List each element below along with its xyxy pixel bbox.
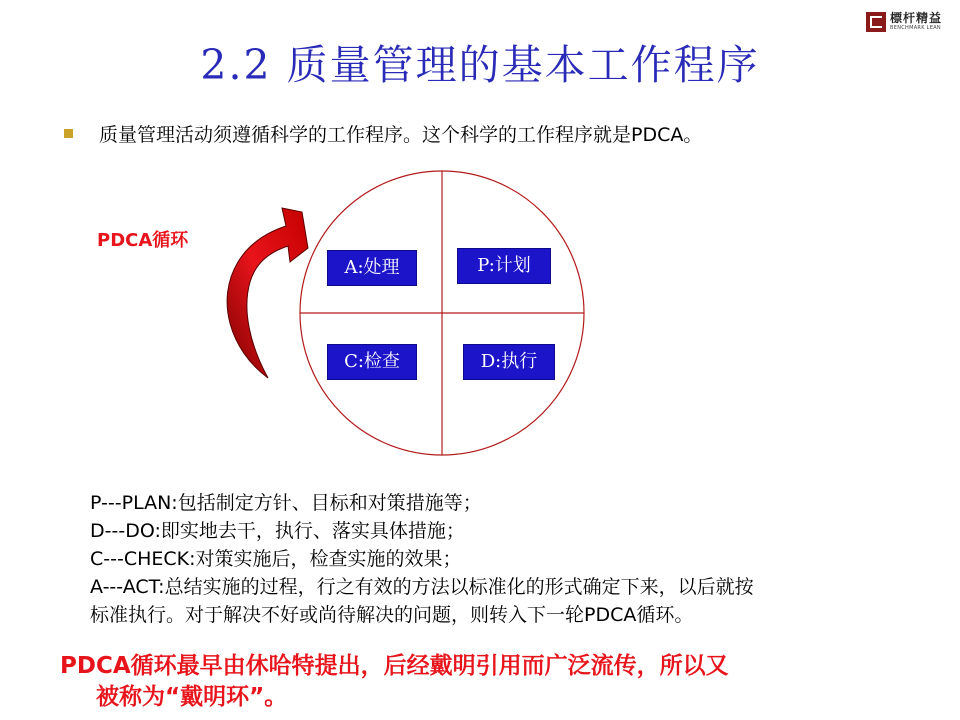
pdca-definitions <box>90 489 950 629</box>
definition-do: D---DO:即实地去干，执行、落实具体措施； <box>90 520 465 542</box>
slide-title: 2.2 质量管理的基本工作程序 <box>200 41 760 89</box>
origin-note <box>60 651 940 713</box>
cycle-arrow-icon <box>227 208 308 378</box>
origin-note-line-2: 被称为“戴明环”。 <box>96 684 288 710</box>
pdca-cycle-label: PDCA循环 <box>97 230 189 251</box>
definition-plan: P---PLAN:包括制定方针、目标和对策措施等； <box>90 492 482 514</box>
definition-check: C---CHECK:对策实施后，检查实施的效果； <box>90 548 462 570</box>
quadrant-do: D:执行 <box>464 345 554 379</box>
origin-note-line-1: PDCA循环最早由休哈特提出，后经戴明引用而广泛流传，所以又 <box>60 653 729 679</box>
quadrant-act: A:处理 <box>328 251 416 285</box>
intro-bullet-text: 质量管理活动须遵循科学的工作程序。这个科学的工作程序就是PDCA。 <box>99 124 703 146</box>
quadrant-plan: P:计划 <box>458 249 550 283</box>
definition-act: A---ACT:总结实施的过程，行之有效的方法以标准化的形式确定下来，以后就按 <box>90 576 754 598</box>
quadrant-check: C:检查 <box>328 345 416 379</box>
logo-name-cn: 標杆精益 <box>890 11 943 25</box>
definition-act-continued: 标准执行。对于解决不好或尚待解决的问题，则转入下一轮PDCA循环。 <box>90 604 694 626</box>
logo-name-en: BENCHMARK LEAN <box>890 25 941 31</box>
